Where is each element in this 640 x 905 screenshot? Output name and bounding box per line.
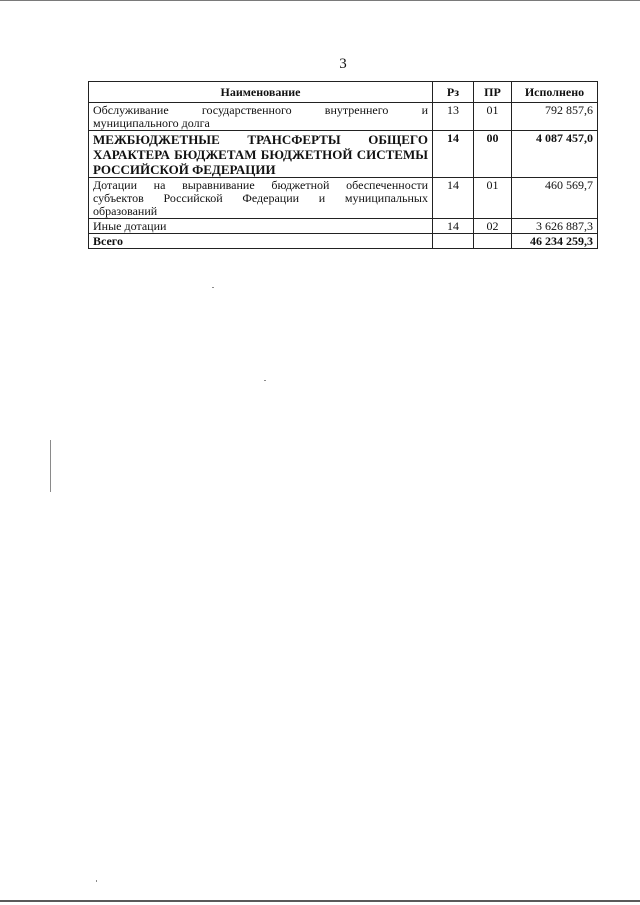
row-name-other-grants: Иные дотации — [89, 219, 433, 234]
row-pr: 00 — [474, 131, 512, 178]
row-name-interbudget-transfers: МЕЖБЮДЖЕТНЫЕ ТРАНСФЕРТЫ ОБЩЕГО ХАРАКТЕРА БЮДЖЕТАМ БЮДЖЕТНОЙ СИСТЕМЫ РОССИЙСКОЙ ФЕДЕРАЦИИ — [89, 131, 433, 178]
row-name-equalization-grants: Дотации на выравнивание бюджетной обеспеченности субъектов Российской Федерации и муниципальных образований — [89, 178, 433, 219]
row-rz: 14 — [433, 219, 474, 234]
row-pr: 01 — [474, 178, 512, 219]
row-rz: 14 — [433, 131, 474, 178]
page-number: 3 — [339, 56, 347, 72]
table-header-row — [89, 82, 598, 103]
table-row — [89, 219, 598, 234]
total-label: Всего — [89, 234, 433, 249]
row-done: 460 569,7 — [512, 178, 598, 219]
scan-bottom-edge — [0, 900, 640, 902]
header-done: Исполнено — [512, 82, 598, 103]
header-pr: ПР — [474, 82, 512, 103]
row-done: 792 857,6 — [512, 103, 598, 131]
table-row — [89, 103, 598, 131]
table-total-row — [89, 234, 598, 249]
row-done: 3 626 887,3 — [512, 219, 598, 234]
scan-mark — [96, 880, 97, 882]
scan-mark — [212, 287, 214, 288]
row-pr: 01 — [474, 103, 512, 131]
row-rz: 13 — [433, 103, 474, 131]
budget-execution-table — [88, 81, 598, 249]
scan-mark — [50, 440, 51, 492]
scan-top-edge — [0, 0, 640, 1]
row-pr: 02 — [474, 219, 512, 234]
header-name: Наименование — [89, 82, 433, 103]
total-rz — [433, 234, 474, 249]
total-done: 46 234 259,3 — [512, 234, 598, 249]
total-pr — [474, 234, 512, 249]
row-rz: 14 — [433, 178, 474, 219]
table-row — [89, 178, 598, 219]
header-rz: Рз — [433, 82, 474, 103]
scan-mark — [264, 380, 266, 381]
row-done: 4 087 457,0 — [512, 131, 598, 178]
table-row — [89, 131, 598, 178]
row-name-debt-service: Обслуживание государственного внутреннего и муниципального долга — [89, 103, 433, 131]
